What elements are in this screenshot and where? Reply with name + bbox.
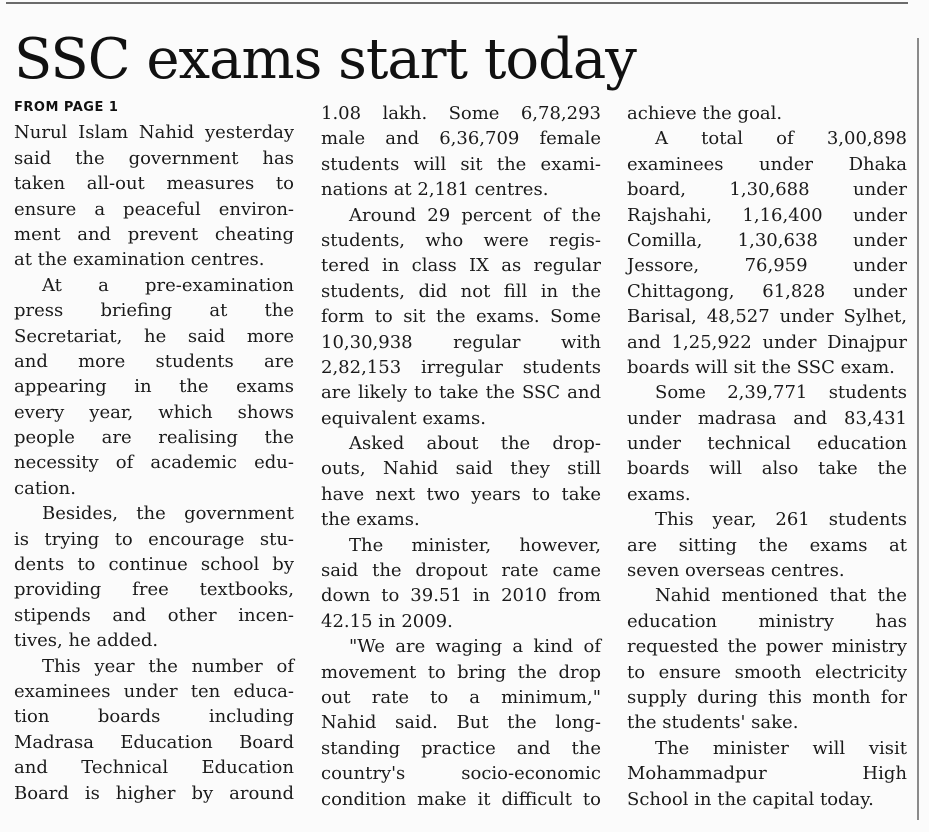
column-3-lines xyxy=(627,101,907,812)
article-line: standing practice and the xyxy=(321,737,601,759)
article-line: "We are waging a kind of xyxy=(349,636,601,658)
article-line: are sitting the exams at xyxy=(627,534,907,556)
article-line: Around 29 percent of the xyxy=(349,204,601,226)
article-line: said the dropout rate came xyxy=(321,560,601,582)
article-line: Some 2,39,771 students xyxy=(655,382,907,404)
article-line: Comilla, 1,30,638 under xyxy=(627,229,907,251)
article-line: This year, 261 students xyxy=(655,509,907,531)
article-line: Secretariat, he said more xyxy=(14,325,294,347)
article-line: at the examination centres. xyxy=(14,249,265,271)
article-line: seven overseas centres. xyxy=(627,560,845,582)
column-1-lines xyxy=(14,120,294,806)
article-line: to ensure smooth electricity xyxy=(627,661,907,683)
article-line: and 1,25,922 under Dinajpur xyxy=(627,331,907,353)
article-line: every year, which shows xyxy=(14,401,294,423)
article-line: Barisal, 48,527 under Sylhet, xyxy=(627,306,907,328)
article-column-1 xyxy=(14,101,294,806)
article-line: Asked about the drop- xyxy=(349,433,601,455)
article-line: down to 39.51 in 2010 from xyxy=(321,585,601,607)
article-line: The minister will visit xyxy=(655,737,907,759)
article-line: nations at 2,181 centres. xyxy=(321,179,549,201)
article-line: education ministry has xyxy=(627,610,907,632)
article-line: Madrasa Education Board xyxy=(14,731,294,753)
article-line: A total of 3,00,898 xyxy=(655,128,907,150)
article-line: press briefing at the xyxy=(14,300,294,322)
article-line: and more students are xyxy=(14,350,294,372)
article-line: is trying to encourage stu- xyxy=(14,528,294,550)
article-line: are likely to take the SSC and xyxy=(321,382,601,404)
article-line: examinees under Dhaka xyxy=(627,153,907,175)
article-line: students will sit the exami- xyxy=(321,153,601,175)
article-line: boards will also take the xyxy=(627,458,907,480)
article-line: outs, Nahid said they still xyxy=(321,458,601,480)
article-line: out rate to a minimum," xyxy=(321,686,601,708)
right-column-rule xyxy=(917,38,919,820)
article-line: appearing in the exams xyxy=(14,376,294,398)
article-line: stipends and other incen- xyxy=(14,604,294,626)
article-line: students, who were regis- xyxy=(321,229,601,251)
article-line: Nahid mentioned that the xyxy=(655,585,907,607)
column-2-lines xyxy=(321,101,601,812)
top-rule xyxy=(6,2,908,4)
article-line: under madrasa and 83,431 xyxy=(627,407,907,429)
article-line: achieve the goal. xyxy=(627,103,783,124)
article-line: the exams. xyxy=(321,509,420,531)
article-line: 2,82,153 irregular students xyxy=(321,356,601,378)
article-line: School in the capital today. xyxy=(627,788,874,810)
article-line: male and 6,36,709 female xyxy=(321,128,601,150)
article-line: dents to continue school by xyxy=(14,554,294,576)
article-line: condition make it difficult to xyxy=(321,788,601,810)
article-line: Besides, the government xyxy=(42,503,294,525)
article-line: country's socio-economic xyxy=(321,763,601,785)
article-line: providing free textbooks, xyxy=(14,579,294,601)
article-line: the students' sake. xyxy=(627,712,799,734)
article-line: 1.08 lakh. Some 6,78,293 xyxy=(321,103,601,124)
article-line: At a pre-examination xyxy=(42,274,294,296)
article-line: equivalent exams. xyxy=(321,407,486,429)
article-line: Chittagong, 61,828 under xyxy=(627,280,907,302)
article-line: Nurul Islam Nahid yesterday xyxy=(14,122,294,144)
article-line: tered in class IX as regular xyxy=(321,255,601,277)
article-line: exams. xyxy=(627,483,691,505)
article-line: Nahid said. But the long- xyxy=(321,712,601,734)
article-line: students, did not fill in the xyxy=(321,280,601,302)
article-line: Mohammadpur High xyxy=(627,763,907,785)
article-line: form to sit the exams. Some xyxy=(321,306,601,328)
article-line: have next two years to take xyxy=(321,483,601,505)
article-line: taken all-out measures to xyxy=(14,173,294,195)
article-line: ensure a peaceful environ- xyxy=(14,198,294,220)
article-line: and Technical Education xyxy=(14,757,294,779)
article-line: necessity of academic edu- xyxy=(14,452,294,474)
article-column-2 xyxy=(321,101,601,812)
article-line: under technical education xyxy=(627,433,907,455)
article-line: Jessore, 76,959 under xyxy=(627,255,907,277)
article-line: ment and prevent cheating xyxy=(14,223,294,245)
article-line: movement to bring the drop xyxy=(321,661,601,683)
article-line: 42.15 in 2009. xyxy=(321,610,453,632)
article-line: 10,30,938 regular with xyxy=(321,331,601,353)
article-line: cation. xyxy=(14,477,76,499)
article-line: said the government has xyxy=(14,147,294,169)
article-line: people are realising the xyxy=(14,427,294,449)
article-line: supply during this month for xyxy=(627,686,907,708)
article-line: The minister, however, xyxy=(349,534,601,556)
article-line: This year the number of xyxy=(42,655,294,677)
article-line: boards will sit the SSC exam. xyxy=(627,356,895,378)
article-line: examinees under ten educa- xyxy=(14,680,294,702)
article-column-3 xyxy=(627,101,907,812)
article-line: tives, he added. xyxy=(14,630,159,652)
article-line: Rajshahi, 1,16,400 under xyxy=(627,204,907,226)
article-line: tion boards including xyxy=(14,706,294,728)
article-line: Board is higher by around xyxy=(14,782,294,804)
jump-label: FROM PAGE 1 xyxy=(14,100,119,115)
article-line: board, 1,30,688 under xyxy=(627,179,907,201)
headline: SSC exams start today xyxy=(14,27,636,92)
article-line: requested the power ministry xyxy=(627,636,907,658)
